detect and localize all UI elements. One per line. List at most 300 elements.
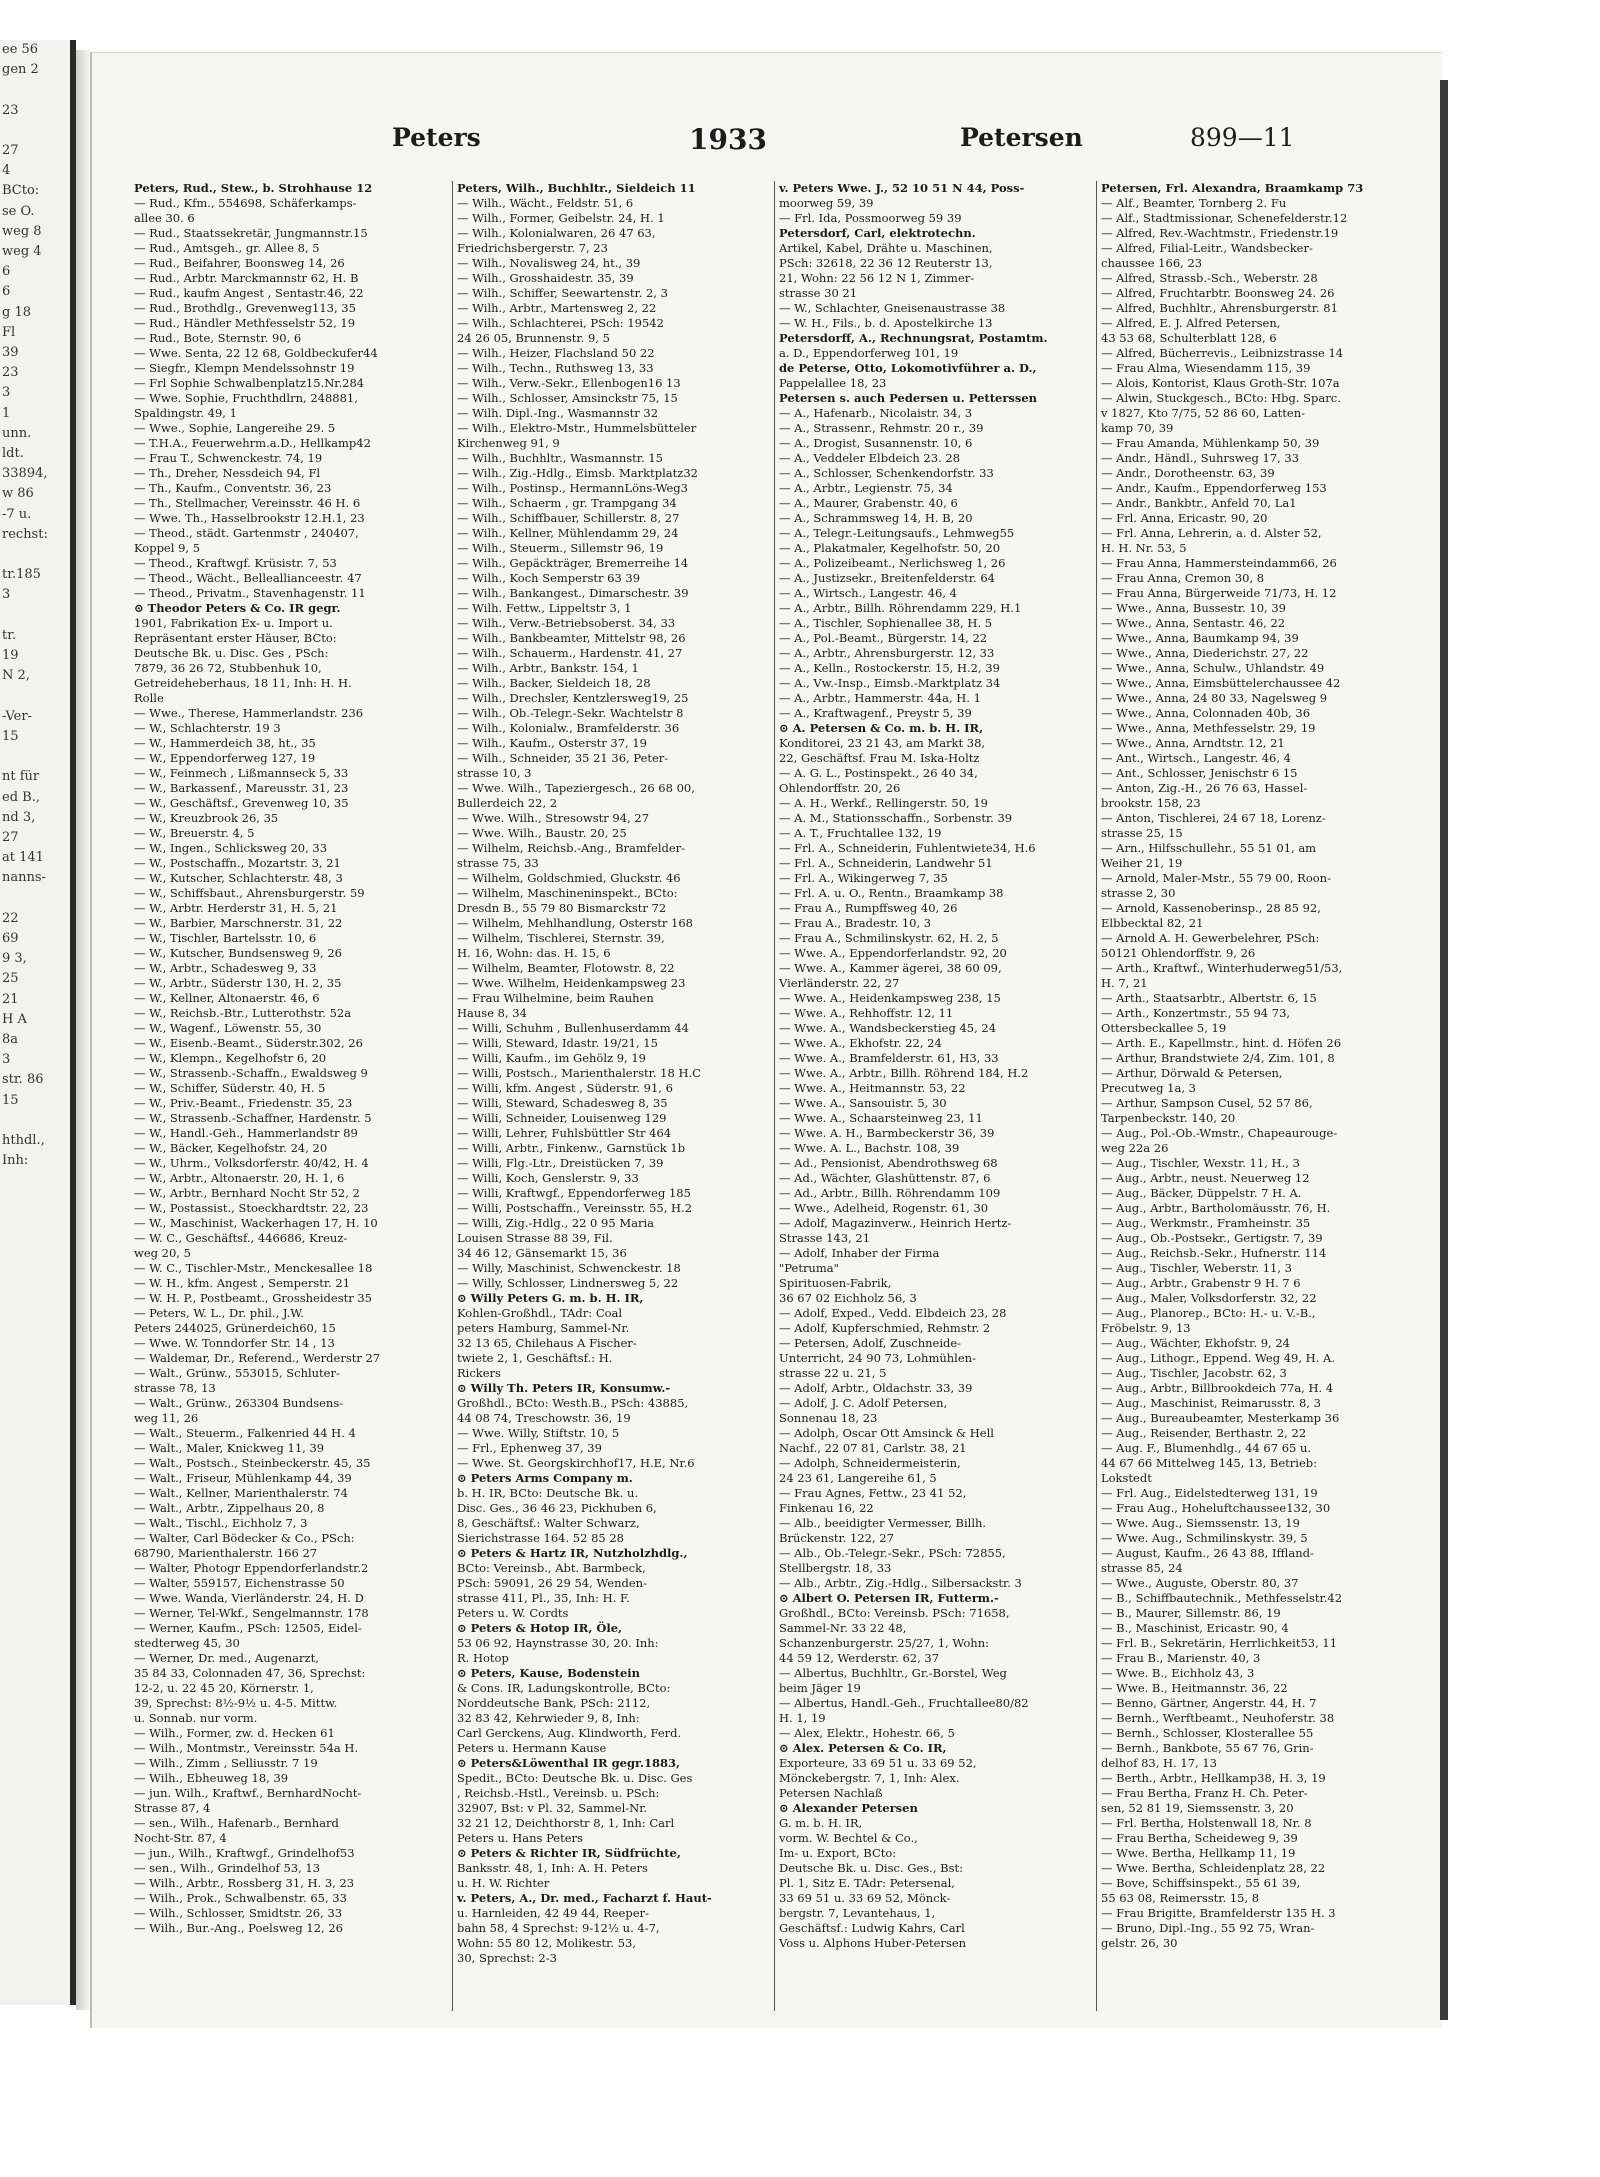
- directory-entry: — Theod., städt. Gartenmstr , 240407,: [134, 526, 359, 540]
- directory-entry: — A., Veddeler Elbdeich 23. 28: [779, 451, 961, 465]
- directory-entry: — Adolph, Oscar Ott Amsinck & Hell: [779, 1426, 994, 1440]
- directory-entry: — W., Schiffer, Süderstr. 40, H. 5: [134, 1081, 326, 1095]
- directory-entry: — jun., Wilh., Kraftwgf., Grindelhof53: [134, 1846, 355, 1860]
- directory-entry: — Rud., Beifahrer, Boonsweg 14, 26: [134, 256, 345, 270]
- directory-entry: Peters, Rud., Stew., b. Strohhause 12: [134, 181, 373, 195]
- directory-entry: strasse 10, 3: [457, 766, 532, 780]
- spine-text: [0, 80, 70, 100]
- directory-entry: Lokstedt: [1101, 1471, 1152, 1485]
- directory-entry: — A., Hafenarb., Nicolaistr. 34, 3: [779, 406, 973, 420]
- directory-columns: [130, 181, 1420, 2011]
- directory-entry: — Wwe. A., Heitmannstr. 53, 22: [779, 1081, 966, 1095]
- spine-text: Inh:: [2, 1153, 29, 1169]
- directory-entry: — Wwe. Wilh., Baustr. 20, 25: [457, 826, 627, 840]
- directory-entry: 33 69 51 u. 33 69 52, Mönck-: [779, 1891, 951, 1905]
- spine-text: w 86: [2, 486, 34, 502]
- directory-entry: — Frau A., Rumpffsweg 40, 26: [779, 901, 958, 915]
- directory-entry: — Wilh., Drechsler, Kentzlersweg19, 25: [457, 691, 689, 705]
- spine-text: weg 4: [2, 244, 42, 260]
- directory-entry: — Th., Stellmacher, Vereinsstr. 46 H. 6: [134, 496, 361, 510]
- directory-entry: Peters u. W. Cordts: [457, 1606, 569, 1620]
- directory-entry: — Aug., Bäcker, Düppelstr. 7 H. A.: [1101, 1186, 1302, 1200]
- directory-entry: — Wilh., Gepäckträger, Bremerreihe 14: [457, 556, 689, 570]
- directory-entry: — Adolf, Arbtr., Oldachstr. 33, 39: [779, 1381, 973, 1395]
- spine-text: Fl: [2, 324, 16, 340]
- directory-entry: — A. H., Werkf., Rellingerstr. 50, 19: [779, 796, 988, 810]
- directory-entry: u. Sonnab. nur vorm.: [134, 1711, 258, 1725]
- directory-entry: — Arth., Kraftwf., Winterhuderweg51/53,: [1101, 961, 1343, 975]
- directory-entry: — Arth. E., Kapellmstr., hint. d. Höfen 26: [1101, 1036, 1342, 1050]
- directory-entry: — Th., Dreher, Nessdeich 94, Fl: [134, 466, 321, 480]
- directory-entry: — Alfred, Fruchtarbtr. Boonsweg 24. 26: [1101, 286, 1335, 300]
- directory-entry: — Wilhelm, Goldschmied, Gluckstr. 46: [457, 871, 681, 885]
- directory-entry: Norddeutsche Bank, PSch: 2112,: [457, 1696, 651, 1710]
- directory-entry: — Peters, W. L., Dr. phil., J.W.: [134, 1306, 304, 1320]
- directory-entry: — Wwe., Anna, Colonnaden 40b, 36: [1101, 706, 1311, 720]
- directory-entry: — Wilh., Kaufm., Osterstr 37, 19: [457, 736, 647, 750]
- directory-entry: 68790, Marienthalerstr. 166 27: [134, 1546, 318, 1560]
- directory-entry: — Wilh., Arbtr., Bankstr. 154, 1: [457, 661, 639, 675]
- directory-entry: — Wwe. B., Eichholz 43, 3: [1101, 1666, 1255, 1680]
- directory-entry: — W., Schiffsbaut., Ahrensburgerstr. 59: [134, 886, 365, 900]
- directory-entry: — Wilh., Schlosser, Amsinckstr 75, 15: [457, 391, 678, 405]
- directory-entry: Exporteure, 33 69 51 u. 33 69 52,: [779, 1756, 977, 1770]
- directory-entry: gelstr. 26, 30: [1101, 1936, 1178, 1950]
- directory-entry: — W., Postassist., Stoeckhardtstr. 22, 23: [134, 1201, 369, 1215]
- directory-entry: — Willy, Schlosser, Lindnersweg 5, 22: [457, 1276, 679, 1290]
- directory-entry: — Alfred, Filial-Leitr., Wandsbecker-: [1101, 241, 1313, 255]
- spine-text: 25: [2, 971, 19, 987]
- directory-entry: Fröbelstr. 9, 13: [1101, 1321, 1191, 1335]
- directory-entry: H. 16, Wohn: das. H. 15, 6: [457, 946, 611, 960]
- directory-entry: — Willi, Schuhm , Bullenhuserdamm 44: [457, 1021, 689, 1035]
- directory-entry: — Frl. A., Schneiderin, Fuhlentwiete34, H.6: [779, 841, 1036, 855]
- directory-entry: — Wwe. Bertha, Hellkamp 11, 19: [1101, 1846, 1296, 1860]
- directory-entry: — Willi, Steward, Idastr. 19/21, 15: [457, 1036, 658, 1050]
- directory-entry: ⊙ Peters, Kause, Bodenstein: [457, 1666, 641, 1680]
- directory-entry: — Alfred, E. J. Alfred Petersen,: [1101, 316, 1281, 330]
- directory-entry: Deutsche Bk. u. Disc. Ges , PSch:: [134, 646, 329, 660]
- directory-entry: ⊙ Theodor Peters & Co. IR gegr.: [134, 601, 341, 615]
- directory-entry: Großhdl., BCto: Westh.B., PSch: 43885,: [457, 1396, 689, 1410]
- directory-entry: — Adolf, Exped., Vedd. Elbdeich 23, 28: [779, 1306, 1007, 1320]
- directory-entry: — W., Ingen., Schlicksweg 20, 33: [134, 841, 328, 855]
- spine-text: H A: [2, 1011, 27, 1027]
- directory-entry: — Petersen, Adolf, Zuschneide-: [779, 1336, 962, 1350]
- directory-entry: Unterricht, 24 90 73, Lohmühlen-: [779, 1351, 976, 1365]
- directory-entry: — W., Maschinist, Wackerhagen 17, H. 10: [134, 1216, 378, 1230]
- directory-entry: Brückenstr. 122, 27: [779, 1531, 894, 1545]
- directory-entry: — Adolph, Schneidermeisterin,: [779, 1456, 961, 1470]
- directory-entry: Pappelallee 18, 23: [779, 376, 887, 390]
- spine-text: 27: [2, 143, 19, 159]
- directory-entry: — Wwe., Sophie, Langereihe 29. 5: [134, 421, 336, 435]
- directory-entry: Nocht-Str. 87, 4: [134, 1831, 227, 1845]
- spine-text: 3: [2, 385, 11, 401]
- column-2: [452, 181, 761, 2011]
- directory-entry: v. Peters, A., Dr. med., Facharzt f. Haut-: [457, 1891, 712, 1905]
- directory-entry: ⊙ Peters & Hotop IR, Öle,: [457, 1621, 623, 1635]
- directory-entry: Koppel 9, 5: [134, 541, 201, 555]
- directory-entry: 36 67 02 Eichholz 56, 3: [779, 1291, 917, 1305]
- directory-entry: ⊙ Peters&Löwenthal IR gegr.1883,: [457, 1756, 681, 1770]
- directory-entry: — Benno, Gärtner, Angerstr. 44, H. 7: [1101, 1696, 1317, 1710]
- directory-entry: strasse 25, 15: [1101, 826, 1183, 840]
- directory-entry: — Wilh., Bankangest., Dimarschestr. 39: [457, 586, 689, 600]
- directory-entry: — Willi, Koch, Genslerstr. 9, 33: [457, 1171, 639, 1185]
- directory-entry: — Wilh., Kolonialw., Bramfelderstr. 36: [457, 721, 680, 735]
- directory-entry: — Alwin, Stuckgesch., BCto: Hbg. Sparc.: [1101, 391, 1341, 405]
- directory-entry: — W., Eisenb.-Beamt., Süderstr.302, 26: [134, 1036, 363, 1050]
- spine-text: nt für: [2, 769, 40, 785]
- directory-entry: — Wilh., Montmstr., Vereinsstr. 54a H.: [134, 1741, 359, 1755]
- directory-entry: Strasse 87, 4: [134, 1801, 211, 1815]
- directory-entry: — Wilh. Fettw., Lippeltstr 3, 1: [457, 601, 632, 615]
- directory-entry: — Walt., Postsch., Steinbeckerstr. 45, 35: [134, 1456, 371, 1470]
- directory-entry: — Willi, Lehrer, Fuhlsbüttler Str 464: [457, 1126, 672, 1140]
- directory-entry: — Wilh., Kellner, Mühlendamm 29, 24: [457, 526, 679, 540]
- directory-entry: — Ant., Wirtsch., Langestr. 46, 4: [1101, 751, 1291, 765]
- directory-entry: — A. G. L., Postinspekt., 26 40 34,: [779, 766, 978, 780]
- directory-entry: Kohlen-Großhdl., TAdr: Coal: [457, 1306, 623, 1320]
- spine-text: [0, 1111, 70, 1131]
- directory-entry: Peters 244025, Grünerdeich60, 15: [134, 1321, 336, 1335]
- directory-entry: a. D., Eppendorferweg 101, 19: [779, 346, 959, 360]
- directory-entry: — Aug., Tischler, Weberstr. 11, 3: [1101, 1261, 1293, 1275]
- directory-entry: — Frau T., Schwenckestr. 74, 19: [134, 451, 323, 465]
- directory-entry: Artikel, Kabel, Drähte u. Maschinen,: [779, 241, 993, 255]
- directory-entry: — Wwe., Anna, 24 80 33, Nagelsweg 9: [1101, 691, 1328, 705]
- directory-entry: — Wwe. A., Sansouistr. 5, 30: [779, 1096, 947, 1110]
- directory-entry: Elbbecktal 82, 21: [1101, 916, 1204, 930]
- directory-entry: — Willi, Postschaffn., Vereinsstr. 55, H.2: [457, 1201, 693, 1215]
- directory-entry: — Wilh., Grosshaidestr. 35, 39: [457, 271, 634, 285]
- directory-entry: Rickers: [457, 1366, 501, 1380]
- directory-entry: — Arnold, Maler-Mstr., 55 79 00, Roon-: [1101, 871, 1331, 885]
- directory-entry: Petersen Nachlaß: [779, 1786, 883, 1800]
- directory-entry: 7879, 36 26 72, Stubbenhuk 10,: [134, 661, 322, 675]
- directory-entry: 32 83 42, Kehrwieder 9, 8, Inh:: [457, 1711, 640, 1725]
- directory-entry: , Reichsb.-Hstl., Vereinsb. u. PSch:: [457, 1786, 660, 1800]
- directory-entry: — W. C., Tischler-Mstr., Menckesallee 18: [134, 1261, 373, 1275]
- directory-entry: bergstr. 7, Levantehaus, 1,: [779, 1906, 936, 1920]
- directory-entry: Peters u. Hans Peters: [457, 1831, 583, 1845]
- directory-entry: — Wwe. A., Eppendorferlandstr. 92, 20: [779, 946, 1007, 960]
- directory-entry: u. H. W. Richter: [457, 1876, 550, 1890]
- directory-entry: — W., Feinmech , Lißmannseck 5, 33: [134, 766, 349, 780]
- directory-entry: — Aug., Tischler, Jacobstr. 62, 3: [1101, 1366, 1287, 1380]
- directory-entry: — Rud., Amtsgeh., gr. Allee 8, 5: [134, 241, 320, 255]
- directory-entry: Spedit., BCto: Deutsche Bk. u. Disc. Ges: [457, 1771, 693, 1785]
- directory-entry: Konditorei, 23 21 43, am Markt 38,: [779, 736, 986, 750]
- directory-entry: 53 06 92, Haynstrasse 30, 20. Inh:: [457, 1636, 659, 1650]
- directory-entry: — Wilh., Schiffbauer, Schillerstr. 8, 27: [457, 511, 680, 525]
- directory-entry: — Wwe., Therese, Hammerlandstr. 236: [134, 706, 364, 720]
- directory-entry: 32 21 12, Deichthorstr 8, 1, Inh: Carl: [457, 1816, 675, 1830]
- directory-entry: — W., Strassenb.-Schaffner, Hardenstr. 5: [134, 1111, 372, 1125]
- directory-entry: — Adolf, Magazinverw., Heinrich Hertz-: [779, 1216, 1012, 1230]
- directory-entry: delhof 83, H. 17, 13: [1101, 1756, 1217, 1770]
- directory-entry: Deutsche Bk. u. Disc. Ges., Bst:: [779, 1861, 963, 1875]
- spine-text: 21: [2, 991, 19, 1007]
- directory-entry: — Rud., Händler Methfesselstr 52, 19: [134, 316, 356, 330]
- page-edge: [1440, 80, 1448, 2020]
- directory-entry: — A., Wirtsch., Langestr. 46, 4: [779, 586, 957, 600]
- directory-entry: Nachf., 22 07 81, Carlstr. 38, 21: [779, 1441, 967, 1455]
- directory-entry: — Willi, Postsch., Marienthalerstr. 18 H.C: [457, 1066, 701, 1080]
- directory-entry: — A., Polizeibeamt., Nerlichsweg 1, 26: [779, 556, 1006, 570]
- directory-entry: — Frau Brigitte, Bramfelderstr 135 H. 3: [1101, 1906, 1336, 1920]
- directory-entry: — Theod., Wächt., Belleallianceestr. 47: [134, 571, 362, 585]
- spine-text: 6: [2, 264, 11, 280]
- spine-text: [0, 606, 70, 626]
- directory-entry: — Theod., Privatm., Stavenhagenstr. 11: [134, 586, 366, 600]
- directory-entry: Ohlendorffstr. 20, 26: [779, 781, 901, 795]
- directory-entry: — Wilhelm, Mehlhandlung, Osterstr 168: [457, 916, 693, 930]
- directory-entry: H. H. Nr. 53, 5: [1101, 541, 1187, 555]
- directory-entry: — W., Tischler, Bartelsstr. 10, 6: [134, 931, 317, 945]
- book-gutter: [76, 50, 90, 2010]
- directory-entry: — Wwe. A., Bramfelderstr. 61, H3, 33: [779, 1051, 999, 1065]
- directory-entry: Wohn: 55 80 12, Molikestr. 53,: [457, 1936, 637, 1950]
- directory-entry: — sen., Wilh., Grindelhof 53, 13: [134, 1861, 321, 1875]
- directory-entry: — Wwe. St. Georgskirchhof17, H.E, Nr.6: [457, 1456, 695, 1470]
- directory-entry: Sierichstrasse 164. 52 85 28: [457, 1531, 624, 1545]
- header-right-keyword: Petersen: [960, 123, 1083, 152]
- directory-entry: — W., Eppendorferweg 127, 19: [134, 751, 316, 765]
- directory-entry: — Willi, Zig.-Hdlg., 22 0 95 Maria: [457, 1216, 654, 1230]
- directory-entry: — Wilh., Schiffer, Seewartenstr. 2, 3: [457, 286, 668, 300]
- directory-entry: strasse 75, 33: [457, 856, 539, 870]
- spine-text: weg 8: [2, 223, 42, 239]
- directory-entry: — A., Drogist, Susannenstr. 10, 6: [779, 436, 973, 450]
- spine-text: 8a: [2, 1031, 19, 1047]
- directory-entry: Pl. 1, Sitz E. TAdr: Petersenal,: [779, 1876, 955, 1890]
- directory-entry: ⊙ Peters & Richter IR, Südfrüchte,: [457, 1846, 681, 1860]
- directory-entry: v 1827, Kto 7/75, 52 86 60, Latten-: [1101, 406, 1306, 420]
- directory-entry: — A., Maurer, Grabenstr. 40, 6: [779, 496, 958, 510]
- directory-entry: — Wwe. A., Kammer ägerei, 38 60 09,: [779, 961, 1002, 975]
- directory-entry: — Anton, Zig.-H., 26 76 63, Hassel-: [1101, 781, 1308, 795]
- directory-entry: — Walt., Maler, Knickweg 11, 39: [134, 1441, 325, 1455]
- directory-entry: — Wilh. Dipl.-Ing., Wasmannstr 32: [457, 406, 659, 420]
- directory-entry: — Wwe. Th., Hasselbrookstr 12.H.1, 23: [134, 511, 365, 525]
- directory-entry: — Walt., Kellner, Marienthalerstr. 74: [134, 1486, 348, 1500]
- directory-entry: — Berth., Arbtr., Hellkamp38, H. 3, 19: [1101, 1771, 1326, 1785]
- directory-entry: — Arth., Staatsarbtr., Albertstr. 6, 15: [1101, 991, 1317, 1005]
- directory-entry: Spaldingstr. 49, 1: [134, 406, 237, 420]
- directory-entry: — W., Schlachterstr. 19 3: [134, 721, 281, 735]
- directory-entry: — A. M., Stationsschaffn., Sorbenstr. 39: [779, 811, 1013, 825]
- spine-text: 33894,: [2, 466, 48, 482]
- directory-entry: — W., Klempn., Kegelhofstr 6, 20: [134, 1051, 327, 1065]
- directory-entry: 44 59 12, Werderstr. 62, 37: [779, 1651, 940, 1665]
- directory-entry: — Wilh., Ebheuweg 18, 39: [134, 1771, 289, 1785]
- directory-entry: 44 67 66 Mittelweg 145, 13, Betrieb:: [1101, 1456, 1318, 1470]
- spine-text: g 18: [2, 304, 31, 320]
- directory-entry: — B., Maschinist, Ericastr. 90, 4: [1101, 1621, 1289, 1635]
- directory-entry: — Waldemar, Dr., Referend., Werderstr 27: [134, 1351, 381, 1365]
- directory-entry: — Aug., Reisender, Berthastr. 2, 22: [1101, 1426, 1307, 1440]
- directory-entry: ⊙ A. Petersen & Co. m. b. H. IR,: [779, 721, 984, 735]
- directory-entry: — Frau Anna, Cremon 30, 8: [1101, 571, 1265, 585]
- directory-entry: Voss u. Alphons Huber-Petersen: [779, 1936, 967, 1950]
- directory-entry: — Arnold, Kassenoberinsp., 28 85 92,: [1101, 901, 1321, 915]
- directory-entry: — Wwe. W. Tonndorfer Str. 14 , 13: [134, 1336, 335, 1350]
- directory-entry: Geschäftsf.: Ludwig Kahrs, Carl: [779, 1921, 965, 1935]
- directory-entry: 55 63 08, Reimersstr. 15, 8: [1101, 1891, 1260, 1905]
- directory-entry: bahn 58, 4 Sprechst: 9-12½ u. 4-7,: [457, 1921, 660, 1935]
- directory-entry: — W., Strassenb.-Schaffn., Ewaldsweg 9: [134, 1066, 368, 1080]
- directory-entry: — Andr., Händl., Suhrsweg 17, 33: [1101, 451, 1300, 465]
- directory-entry: — Frl. B., Sekretärin, Herrlichkeit53, 11: [1101, 1636, 1338, 1650]
- directory-entry: v. Peters Wwe. J., 52 10 51 N 44, Poss-: [779, 181, 1025, 195]
- directory-entry: — W., Reichsb.-Btr., Lutterothstr. 52a: [134, 1006, 352, 1020]
- spine-text: -Ver-: [2, 708, 32, 724]
- directory-entry: Disc. Ges., 36 46 23, Pickhuben 6,: [457, 1501, 657, 1515]
- spine-text: -7 u.: [2, 506, 32, 522]
- directory-entry: — Frl. Aug., Eidelstedterweg 131, 19: [1101, 1486, 1318, 1500]
- directory-entry: Friedrichsbergerstr. 7, 23: [457, 241, 608, 255]
- spine-text: 39: [2, 345, 19, 361]
- directory-entry: Louisen Strasse 88 39, Fil.: [457, 1231, 613, 1245]
- directory-entry: — Wwe., Anna, Sentastr. 46, 22: [1101, 616, 1286, 630]
- directory-entry: — Albertus, Buchhltr., Gr.-Borstel, Weg: [779, 1666, 1007, 1680]
- directory-entry: 8, Geschäftsf.: Walter Schwarz,: [457, 1516, 640, 1530]
- directory-entry: — Frl. A. u. O., Rentn., Braamkamp 38: [779, 886, 1004, 900]
- spine-text: 3: [2, 587, 11, 603]
- directory-entry: — Aug., Ob.-Postsekr., Gertigstr. 7, 39: [1101, 1231, 1323, 1245]
- directory-entry: — Wilh., Kolonialwaren, 26 47 63,: [457, 226, 656, 240]
- directory-entry: — W., Kutscher, Bundsensweg 9, 26: [134, 946, 342, 960]
- directory-entry: — Rud., Bote, Sternstr. 90, 6: [134, 331, 302, 345]
- directory-entry: — Ad., Wächter, Glashüttenstr. 87, 6: [779, 1171, 991, 1185]
- directory-entry: Im- u. Export, BCto:: [779, 1846, 897, 1860]
- directory-entry: Carl Gerckens, Aug. Klindworth, Ferd.: [457, 1726, 682, 1740]
- directory-entry: — W., Hammerdeich 38, ht., 35: [134, 736, 316, 750]
- column-3: [774, 181, 1083, 2011]
- directory-entry: Mönckebergstr. 7, 1, Inh: Alex.: [779, 1771, 960, 1785]
- spine-text: unn.: [2, 425, 32, 441]
- directory-entry: — Adolf, J. C. Adolf Petersen,: [779, 1396, 948, 1410]
- directory-entry: ⊙ Willy Th. Peters IR, Konsumw.-: [457, 1381, 671, 1395]
- directory-entry: — Frau Wilhelmine, beim Rauhen: [457, 991, 654, 1005]
- directory-entry: — jun. Wilh., Kraftwf., BernhardNocht-: [134, 1786, 362, 1800]
- directory-entry: PSch: 59091, 26 29 54, Wenden-: [457, 1576, 647, 1590]
- column-1: [130, 181, 438, 2011]
- directory-entry: Peters, Wilh., Buchhltr., Sieldeich 11: [457, 181, 696, 195]
- directory-entry: — Wilh., Postinsp., HermannLöns-Weg3: [457, 481, 688, 495]
- directory-entry: — Walt., Tischl., Eichholz 7, 3: [134, 1516, 308, 1530]
- directory-entry: — Alfred, Buchhltr., Ahrensburgerstr. 81: [1101, 301, 1338, 315]
- spine-text: at 141: [2, 850, 44, 866]
- directory-entry: — Wilh., Ob.-Telegr.-Sekr. Wachtelstr 8: [457, 706, 684, 720]
- directory-entry: 12-2, u. 22 45 20, Körnerstr. 1,: [134, 1681, 314, 1695]
- directory-entry: chaussee 166, 23: [1101, 256, 1203, 270]
- directory-entry: — Theod., Kraftwgf. Krüsistr. 7, 53: [134, 556, 337, 570]
- directory-entry: — Rud., Arbtr. Marckmannstr 62, H. B: [134, 271, 359, 285]
- directory-entry: — Wilh., Bankbeamter, Mittelstr 98, 26: [457, 631, 686, 645]
- directory-entry: — Frau Alma, Wiesendamm 115, 39: [1101, 361, 1311, 375]
- directory-entry: — Wwe. Wilh., Tapeziergesch., 26 68 00,: [457, 781, 695, 795]
- directory-entry: — Walt., Steuerm., Falkenried 44 H. 4: [134, 1426, 356, 1440]
- directory-entry: — Walter, Photogr Eppendorferlandstr.2: [134, 1561, 369, 1575]
- spine-text: 69: [2, 930, 19, 946]
- directory-entry: — Werner, Dr. med., Augenarzt,: [134, 1651, 319, 1665]
- spine-text: 3: [2, 1052, 11, 1068]
- directory-entry: — Rud., Kfm., 554698, Schäferkamps-: [134, 196, 357, 210]
- directory-entry: — Walt., Friseur, Mühlenkamp 44, 39: [134, 1471, 352, 1485]
- directory-entry: Schanzenburgerstr. 25/27, 1, Wohn:: [779, 1636, 989, 1650]
- directory-entry: — Wwe. Senta, 22 12 68, Goldbeckufer44: [134, 346, 378, 360]
- directory-entry: — Alfred, Strassb.-Sch., Weberstr. 28: [1101, 271, 1318, 285]
- directory-entry: — W. H., kfm. Angest , Semperstr. 21: [134, 1276, 351, 1290]
- directory-entry: sen, 52 81 19, Siemssenstr. 3, 20: [1101, 1801, 1294, 1815]
- directory-entry: — Aug., Maler, Volksdorferstr. 32, 22: [1101, 1291, 1317, 1305]
- directory-entry: PSch: 32618, 22 36 12 Reuterstr 13,: [779, 256, 993, 270]
- directory-entry: ⊙ Alex. Petersen & Co. IR,: [779, 1741, 947, 1755]
- directory-entry: — Wwe., Anna, Methfesselstr. 29, 19: [1101, 721, 1316, 735]
- directory-entry: de Peterse, Otto, Lokomotivführer a. D.,: [779, 361, 1037, 375]
- directory-entry: weg 20, 5: [134, 1246, 191, 1260]
- directory-entry: — Wwe., Anna, Schulw., Uhlandstr. 49: [1101, 661, 1325, 675]
- spine-text: tr.185: [2, 567, 41, 583]
- spine-text: 23: [2, 102, 19, 118]
- directory-entry: — Walt., Grünw., 263304 Bundsens-: [134, 1396, 344, 1410]
- directory-entry: strasse 22 u. 21, 5: [779, 1366, 887, 1380]
- directory-entry: — Walter, 559157, Eichenstrasse 50: [134, 1576, 345, 1590]
- directory-entry: Repräsentant erster Häuser, BCto:: [134, 631, 337, 645]
- directory-entry: — Frl. A., Schneiderin, Landwehr 51: [779, 856, 993, 870]
- directory-entry: R. Hotop: [457, 1651, 509, 1665]
- directory-entry: — Walt., Arbtr., Zippelhaus 20, 8: [134, 1501, 325, 1515]
- directory-entry: allee 30. 6: [134, 211, 195, 225]
- directory-entry: — Wilh., Elektro-Mstr., Hummelsbütteler: [457, 421, 697, 435]
- directory-entry: — Aug., Bureaubeamter, Mesterkamp 36: [1101, 1411, 1340, 1425]
- directory-entry: — A., Tischler, Sophienallee 38, H. 5: [779, 616, 993, 630]
- directory-entry: — Rud., Brothdlg., Grevenweg113, 35: [134, 301, 356, 315]
- directory-entry: — Alf., Stadtmissionar, Schenefelderstr.12: [1101, 211, 1348, 225]
- directory-entry: 22, Geschäftsf. Frau M. Iska-Holtz: [779, 751, 980, 765]
- directory-entry: — Wwe., Anna, Diederichstr. 27, 22: [1101, 646, 1309, 660]
- directory-entry: — Wwe. Wilhelm, Heidenkampsweg 23: [457, 976, 686, 990]
- directory-entry: — Willi, Arbtr., Finkenw., Garnstück 1b: [457, 1141, 686, 1155]
- directory-entry: — Wilh., Verw.-Sekr., Ellenbogen16 13: [457, 376, 681, 390]
- directory-entry: — Wilh., Koch Semperstr 63 39: [457, 571, 641, 585]
- directory-entry: Banksstr. 48, 1, Inh: A. H. Peters: [457, 1861, 648, 1875]
- directory-entry: weg 22a 26: [1101, 1141, 1169, 1155]
- directory-entry: G. m. b. H. IR,: [779, 1816, 863, 1830]
- directory-entry: — Walt., Grünw., 553015, Schluter-: [134, 1366, 340, 1380]
- directory-entry: vorm. W. Bechtel & Co.,: [779, 1831, 918, 1845]
- directory-entry: — Wilh., Verw.-Betriebsoberst. 34, 33: [457, 616, 676, 630]
- directory-entry: — Albertus, Handl.-Geh., Fruchtallee80/82: [779, 1696, 1029, 1710]
- directory-entry: — Andr., Dorotheenstr. 63, 39: [1101, 466, 1275, 480]
- directory-entry: Spirituosen-Fabrik,: [779, 1276, 892, 1290]
- directory-entry: — Frau Aug., Hoheluftchaussee132, 30: [1101, 1501, 1331, 1515]
- spine-text: 19: [2, 648, 19, 664]
- directory-entry: u. Harnleiden, 42 49 44, Reeper-: [457, 1906, 649, 1920]
- header-left-keyword: Peters: [392, 123, 481, 152]
- directory-entry: 43 53 68, Schulterblatt 128, 6: [1101, 331, 1277, 345]
- spine-text: nanns-: [2, 870, 46, 886]
- directory-entry: — Werner, Kaufm., PSch: 12505, Eidel-: [134, 1621, 362, 1635]
- directory-entry: — Andr., Kaufm., Eppendorferweg 153: [1101, 481, 1327, 495]
- directory-entry: strasse 2, 30: [1101, 886, 1176, 900]
- directory-entry: — Aug., Wächter, Ekhofstr. 9, 24: [1101, 1336, 1290, 1350]
- directory-entry: — A., Schrammsweg 14, H. B, 20: [779, 511, 973, 525]
- directory-entry: — Aug., Maschinist, Reimarusstr. 8, 3: [1101, 1396, 1321, 1410]
